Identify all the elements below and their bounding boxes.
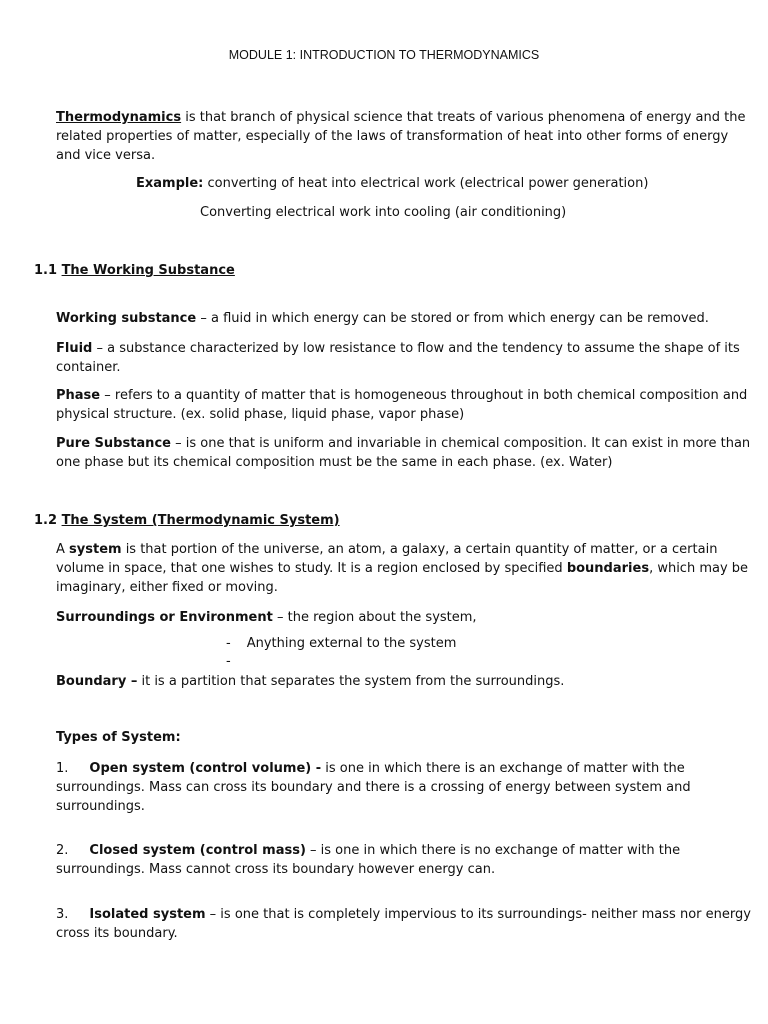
definition-term: Surroundings or Environment <box>56 610 273 625</box>
definition-pure-substance <box>56 434 756 472</box>
definition-boundary <box>56 672 756 691</box>
definition-term: Pure Substance <box>56 436 171 451</box>
definition-text: it is a partition that separates the system from the surroundings. <box>137 674 565 689</box>
list-number: 1. <box>56 761 69 776</box>
definition-text: – a substance characterized by low resistance to flow and the tendency to assume the shape of its container. <box>56 341 740 375</box>
type-text: is one in which there is an exchange of matter with the surroundings. Mass can cross its boundary and there is a crossing of energy between system and surroundings. <box>56 761 691 814</box>
section-1-title: The Working Substance <box>61 263 235 278</box>
definition-text: – a fluid in which energy can be stored or from which energy can be removed. <box>196 311 709 326</box>
type-isolated-system <box>56 905 756 943</box>
definition-text: – the region about the system, <box>272 610 477 625</box>
definition-fluid <box>56 339 756 377</box>
definition-text: – refers to a quantity of matter that is homogeneous throughout in both chemical composition and physical structure. (ex. solid phase, liquid phase, vapor phase) <box>56 388 748 422</box>
section-1-number: 1.1 <box>34 263 58 278</box>
definition-term: Phase <box>56 388 101 403</box>
example-label: Example: <box>136 176 204 191</box>
system-text-pre: A <box>56 542 70 557</box>
term-system: system <box>69 542 122 557</box>
types-heading: Types of System: <box>56 730 181 745</box>
type-term: Isolated system <box>89 907 206 922</box>
term-boundaries: boundaries <box>566 561 650 576</box>
definition-phase <box>56 386 756 424</box>
type-term: Closed system (control mass) <box>89 843 306 858</box>
page-title: MODULE 1: INTRODUCTION TO THERMODYNAMICS <box>228 48 540 62</box>
system-text-mid: is that portion of the universe, an atom, a galaxy, a certain quantity of matter, or a certain volume in space, that one wishes to study. It is a region enclosed by specified <box>56 542 718 576</box>
bullet-list-item <box>226 636 456 651</box>
list-number: 2. <box>56 843 69 858</box>
definition-working-substance <box>56 309 756 328</box>
type-term: Open system (control volume) - <box>89 761 322 776</box>
example-line-2: Converting electrical work into cooling (air conditioning) <box>200 205 567 220</box>
type-text: – is one in which there is no exchange of matter with the surroundings. Mass cannot cross its boundary however energy can. <box>56 843 681 877</box>
definition-term: Boundary – <box>56 674 138 689</box>
type-closed-system <box>56 841 756 879</box>
bullet-dash-empty: - <box>226 654 231 669</box>
intro-paragraph <box>56 108 756 165</box>
bullet-text: Anything external to the system <box>246 636 457 651</box>
definition-surroundings <box>56 608 756 627</box>
definition-term: Working substance <box>56 311 197 326</box>
system-text-post: , which may be imaginary, either fixed or moving. <box>56 561 749 595</box>
section-2-number: 1.2 <box>34 513 58 528</box>
section-2-heading <box>34 513 340 528</box>
intro-definition: is that branch of physical science that treats of various phenomena of energy and the related properties of matter, especially of the laws of transformation of heat into other forms of energy and vice versa. <box>56 110 746 163</box>
section-2-title: The System (Thermodynamic System) <box>61 513 340 528</box>
example-text-1: converting of heat into electrical work (electrical power generation) <box>203 176 649 191</box>
term-thermodynamics: Thermodynamics <box>56 110 182 125</box>
definition-text: – is one that is uniform and invariable in chemical composition. It can exist in more than one phase but its chemical composition must be the same in each phase. (ex. Water) <box>56 436 751 470</box>
bullet-dash: - <box>226 636 231 651</box>
type-open-system <box>56 759 756 816</box>
example-line-1 <box>136 176 648 191</box>
type-text: – is one that is completely impervious to its surroundings- neither mass nor energy cross its boundary. <box>56 907 751 941</box>
section-1-heading <box>34 263 235 278</box>
definition-term: Fluid <box>56 341 93 356</box>
system-paragraph <box>56 540 756 597</box>
list-number: 3. <box>56 907 69 922</box>
